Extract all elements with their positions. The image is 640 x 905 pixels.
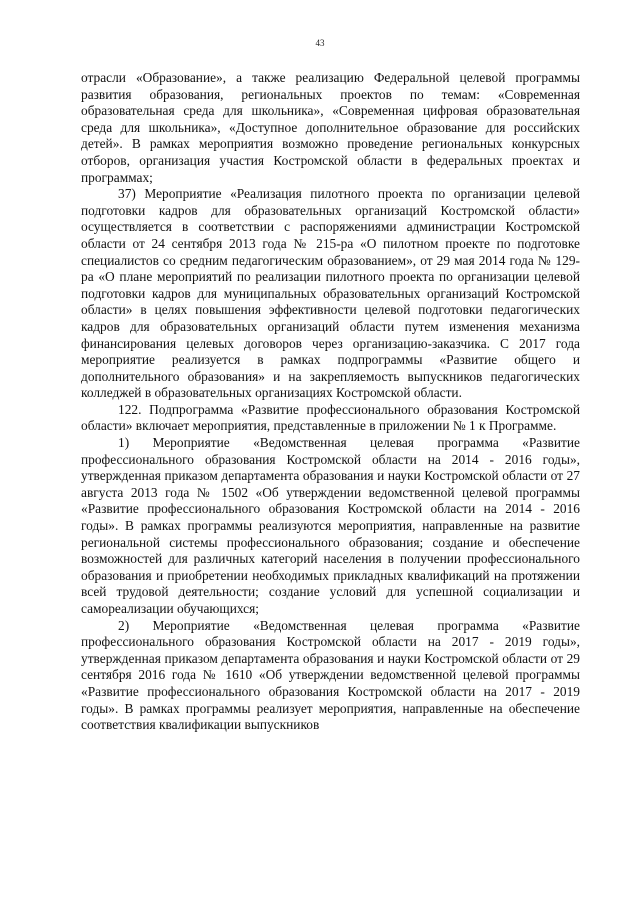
paragraph-continuation: отрасли «Образование», а также реализацию Федеральной целевой программы развития образования, региональных проектов по темам: «Современная образовательная среда для школьника», «Современная цифровая образовательная среда для школьника», «Доступное дополнительное образование для российских детей». В рамках мероприятия возможно проведение региональных конкурсных отборов, организация участия Костромской области в федеральных проектах и программах;: [81, 70, 580, 185]
paragraph-item-2: 2) Мероприятие «Ведомственная целевая программа «Развитие профессионального образования Костромской области на 2017 - 2019 годы», утвержденная приказом департамента образования и науки Костромской области от 29 сентября 2016 года № 1610 «Об утверждении ведомственной целевой программы «Развитие профессионального образования Костромской области на 2017 - 2019 годы». В рамках программы реализует мероприятия, направленные на обеспечение соответствия квалификации выпускников: [81, 617, 580, 733]
paragraph-item-37: 37) Мероприятие «Реализация пилотного проекта по организации целевой подготовки кадров для образовательных организаций Костромской области» осуществляется в соответствии с распоряжениями администрации Костромской области от 24 сентября 2013 года № 215-ра «О пилотном проекте по подготовке специалистов со средним педагогическим образованием», от 29 мая 2014 года № 129-ра «О плане мероприятий по реализации пилотного проекта по организации целевой подготовки кадров для муниципальных образовательных организаций Костромской области» в целях повышения эффективности целевой подготовки педагогических кадров для образовательных организаций области путем изменения механизма финансирования целевых договоров через организацию-заказчика. С 2017 года мероприятие реализуется в рамках подпрограммы «Развитие общего и дополнительного образования» и на закрепляемость выпускников педагогических колледжей в образовательных организациях Костромской области.: [81, 186, 580, 401]
page-number: 43: [315, 38, 325, 48]
document-body: [81, 70, 580, 734]
paragraph-item-1: 1) Мероприятие «Ведомственная целевая программа «Развитие профессионального образования Костромской области на 2014 - 2016 годы», утвержденная приказом департамента образования и науки Костромской области от 27 августа 2013 года № 1502 «Об утверждении ведомственной целевой программы «Развитие профессионального образования Костромской области на 2014 - 2016 годы». В рамках программы реализуются мероприятия, направленные на развитие региональной системы профессионального образования; создание и обеспечение возможностей для различных категорий населения в получении профессионального образования и приобретении необходимых прикладных квалификаций на протяжении всей трудовой деятельности; создание условий для успешной социализации и самореализации обучающихся;: [81, 435, 580, 616]
paragraph-section-122: 122. Подпрограмма «Развитие профессионального образования Костромской области» включает мероприятия, представленные в приложении № 1 к Программе.: [81, 401, 580, 434]
